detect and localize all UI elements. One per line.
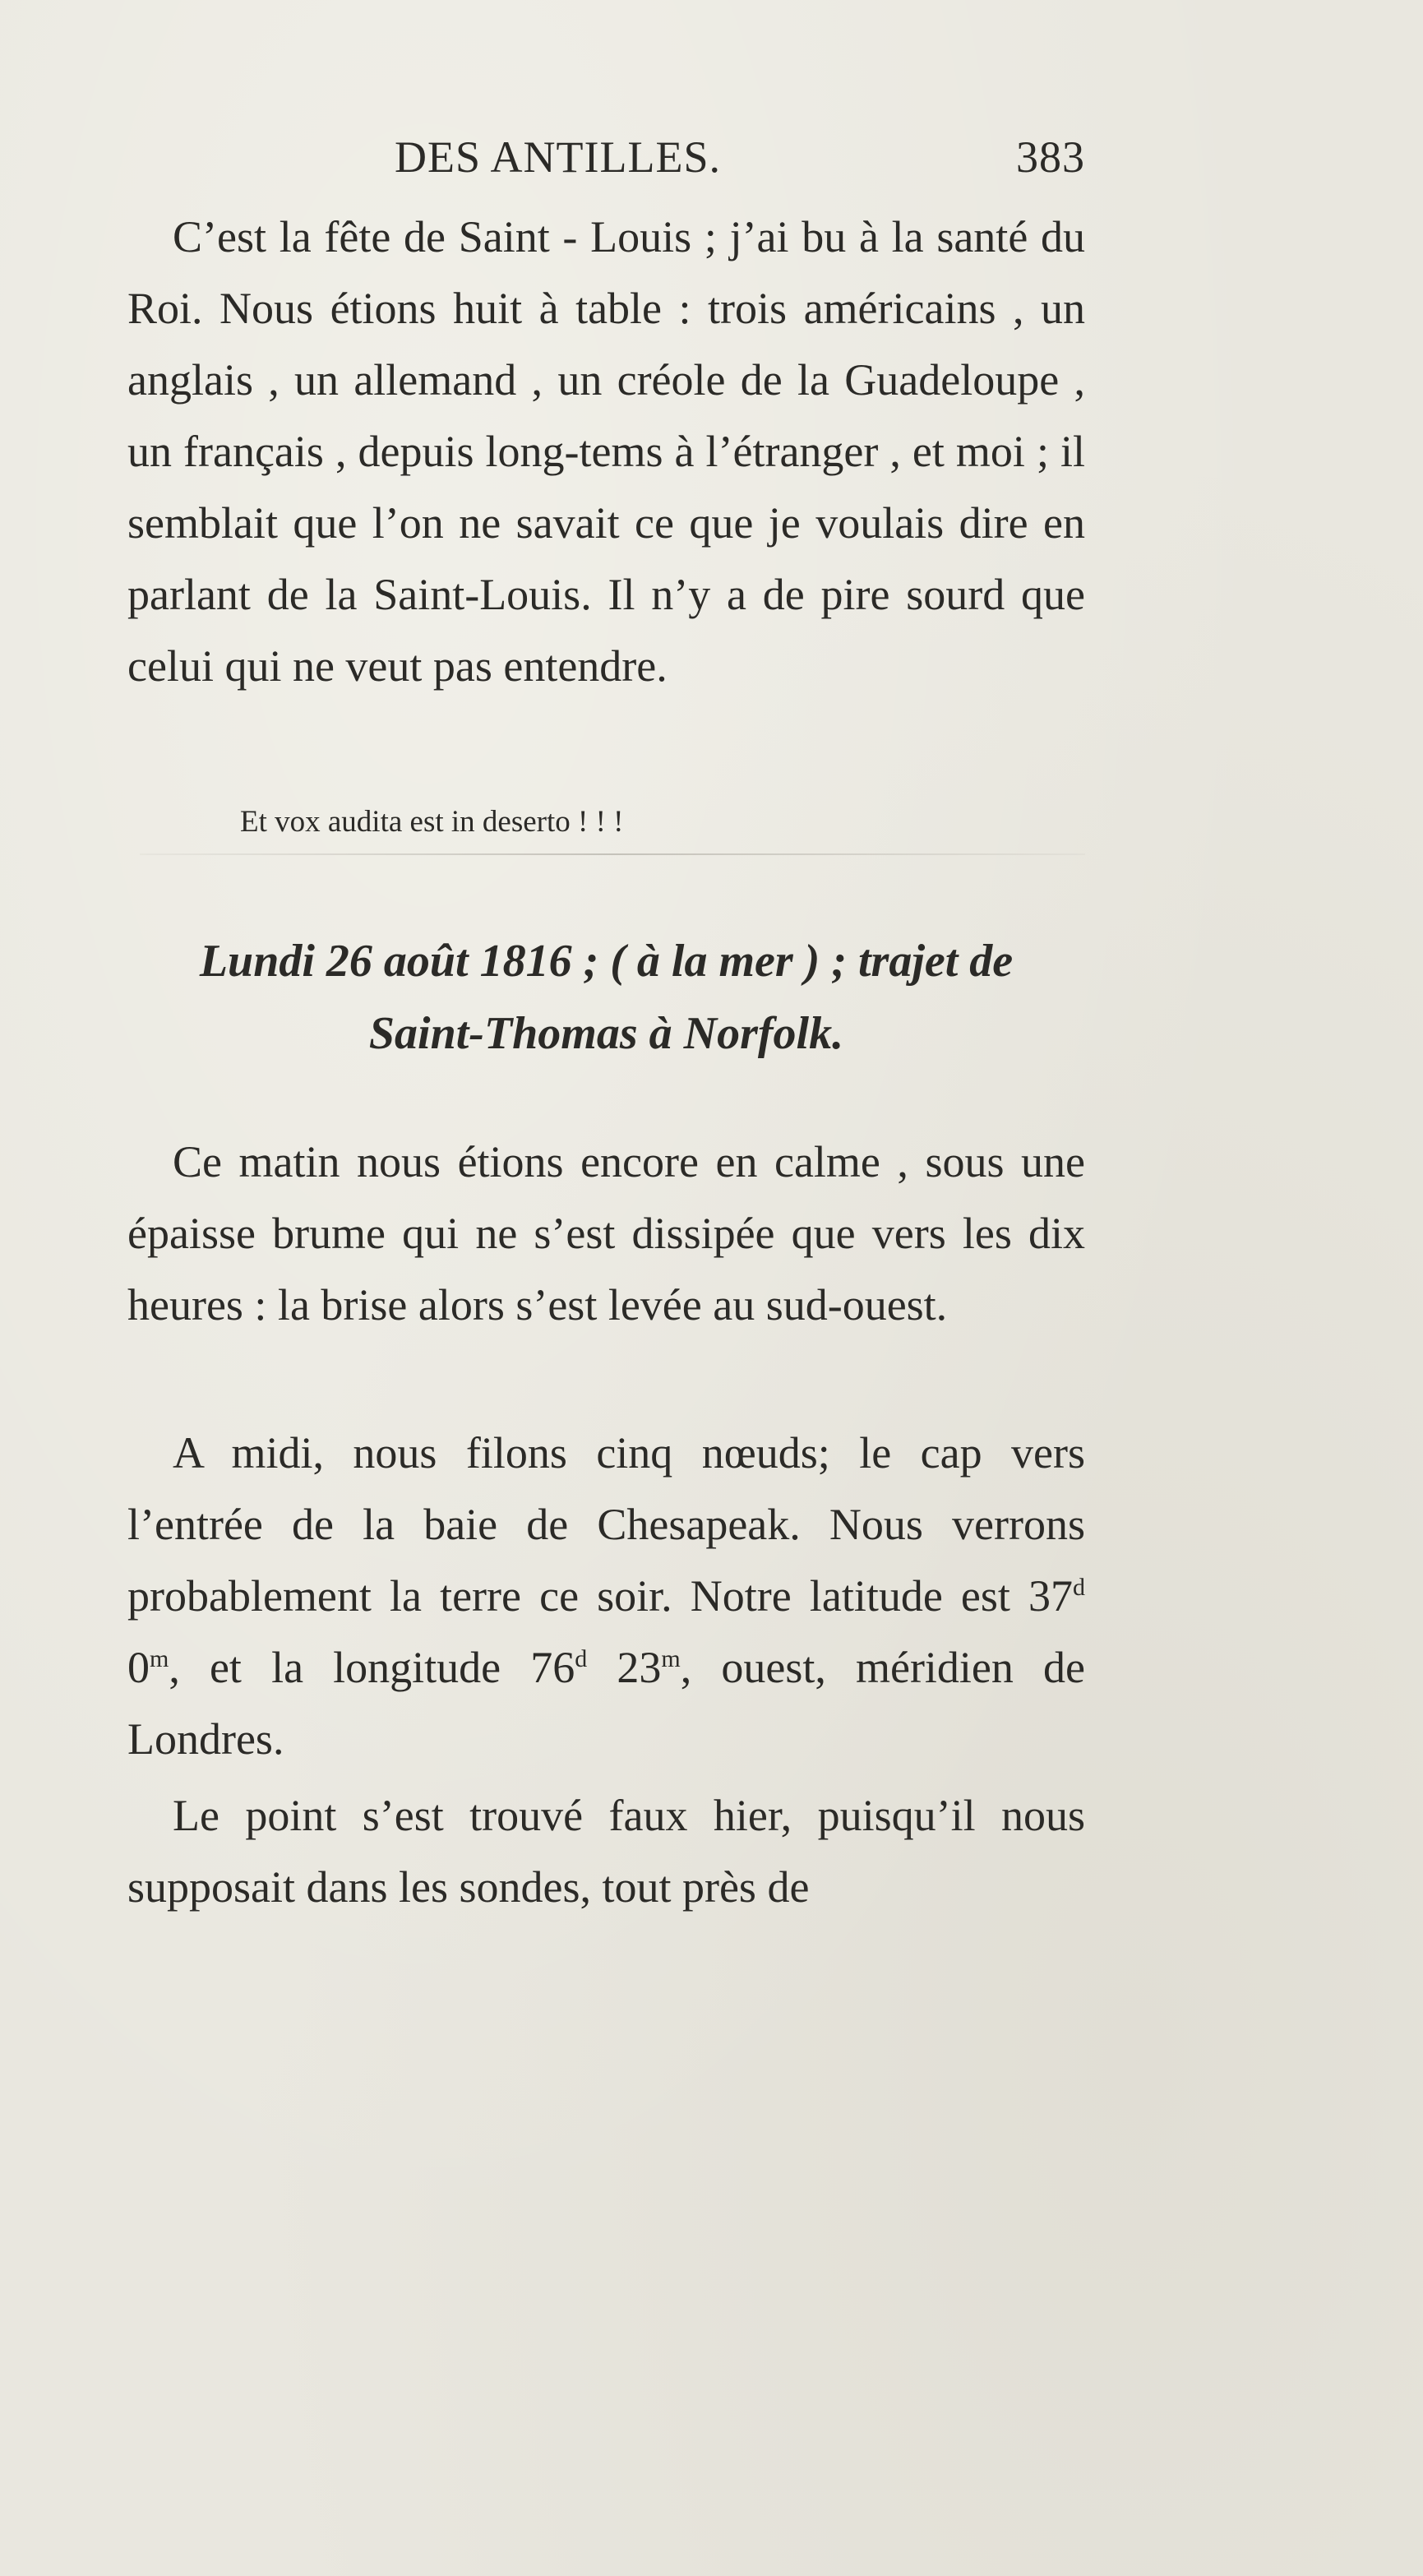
paragraph-noon-position (127, 1417, 1085, 1775)
paragraph-text: Ce matin nous étions encore en calme , sous une épaisse brume qui ne s’est dissipée que vers les dix heures : la brise alors s’est levée au sud-ouest. (127, 1137, 1085, 1330)
entry-heading-line-2: Saint-Thomas à Norfolk. (368, 1008, 844, 1059)
section-divider (140, 853, 1085, 855)
paragraph-text-part: 23 (587, 1643, 662, 1692)
paragraph-text-part: A midi, nous filons cinq nœuds; le cap vers l’entrée de la baie de Chesapeak. Nous verrons probablement la terre ce soir. Notre latitude est 37 (127, 1428, 1085, 1621)
paragraph-morning-calm (127, 1126, 1085, 1341)
minute-mark: m (661, 1645, 681, 1672)
degree-mark: d (1073, 1574, 1085, 1601)
running-head (127, 132, 1085, 197)
paragraph-text-part: , et la longitude 76 (169, 1643, 575, 1692)
paragraph-text: C’est la fête de Saint - Louis ; j’ai bu à la santé du Roi. Nous étions huit à table : trois américains , un anglais , un allemand , un créole de la Guadeloupe , un français , depuis long-tems à l’étranger , et moi ; il semblait que l’on ne savait ce que je voulais dire en parlant de la Saint-Louis. Il n’y a de pire sourd que celui qui ne veut pas entendre. (127, 212, 1085, 691)
paragraph-false-reckoning (127, 1780, 1085, 1923)
paragraph-saint-louis (127, 201, 1085, 702)
latin-quotation: Et vox audita est in deserto ! ! ! (240, 805, 624, 839)
entry-heading-line-1: Lundi 26 août 1816 ; ( à la mer ) ; trajet de (199, 936, 1014, 987)
paragraph-text-part: 0 (127, 1643, 150, 1692)
degree-mark: d (575, 1645, 588, 1672)
running-title: DES ANTILLES. (395, 132, 721, 182)
page-number: 383 (1016, 132, 1085, 182)
paragraph-text: Le point s’est trouvé faux hier, puisqu’il nous supposait dans les sondes, tout près de (127, 1791, 1085, 1912)
paragraph-text-part: , ouest, méridien de Londres. (127, 1643, 1085, 1764)
diary-entry-heading (127, 925, 1085, 1070)
minute-mark: m (150, 1645, 169, 1672)
